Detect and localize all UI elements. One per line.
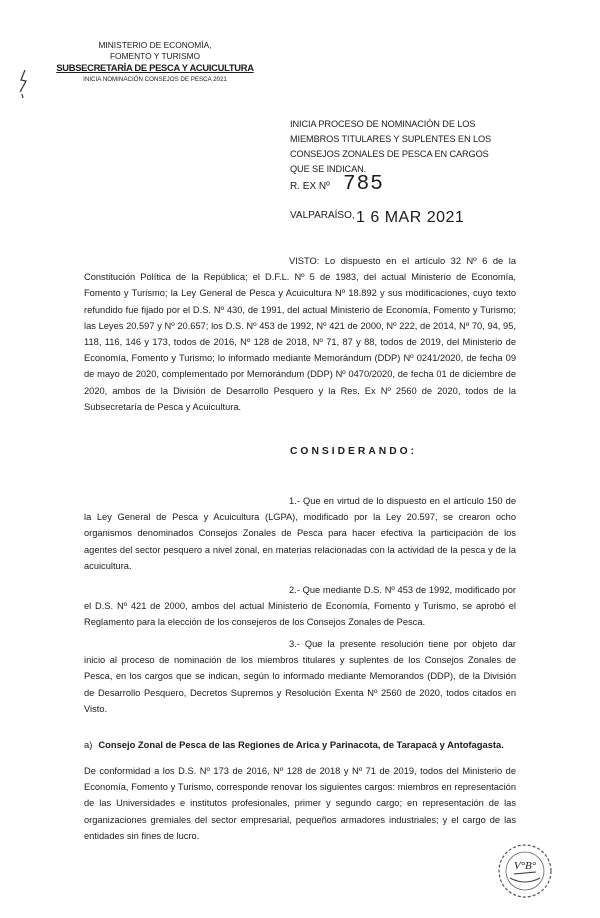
visto-text: VISTO: Lo dispuesto en el artículo 32 Nº 6 de la Constitución Política de la República; el D.F.L. Nº 5 de 1983, del actual Ministerio de Economía, Fomento y Turismo; la Ley General de Pesca y Acuicultura Nº 18.892 y sus modificaciones, cuyo texto refundido fue fijado por el D.S. Nº 430, de 1991, del actual Ministerio de Economía, Fomento y Turismo; las Leyes 20.597 y Nº 20.657; los D.S. Nº 453 de 1992, Nº 421 de 2000, Nº 222, de 2014, Nº 70, 94, 95, 118, 116, 146 y 173, todos de 2016, Nº 128 de 2018, Nº 71, 87 y 88, todos de 2019, del Ministerio de Economía, Fomento y Turismo; lo informado mediante Memorándum (DDP) Nº 0241/2020, de fecha 09 de mayo de 2020, complementado por Memorándum (DDP) Nº 0470/2020, de fecha 01 de diciembre de 2020, ambos de la División de Desarrollo Pesquero y la Res. Ex Nº 2560 de 2020, todos de la Subsecretaría de Pesca y Acuicultura. [84,256,516,412]
considerando-item-2 [84,582,516,631]
resolution-number: 785 [343,173,384,196]
visto-paragraph [84,253,516,415]
section-a-heading [84,739,504,750]
resolution-subject: INICIA PROCESO DE NOMINACIÓN DE LOS MIEMBROS TITULARES Y SUPLENTES EN LOS CONSEJOS ZONALES DE PESCA EN CARGOS QUE SE INDICAN. [290,119,492,174]
resolution-city: VALPARAÍSO, [290,210,355,221]
considerando-text-3: 3.- Que la presente resolución tiene por objeto dar inicio al proceso de nominación de los miembros titulares y suplentes de los Consejos Zonales de Pesca, en los cargos que se indican, según lo informado mediante Memorandos (DDP), de la División de Desarrollo Pesquero, Decretos Supremos y Resolución Exenta Nº 2560 de 2020, todos citados en Visto. [84,639,516,714]
resolution-label: R. EX Nº [290,181,330,192]
stamp-text: V°B° [513,860,537,872]
section-a-body: De conformidad a los D.S. Nº 173 de 2016, Nº 128 de 2018 y Nº 71 de 2019, todos del Ministerio de Economía, Fomento y Turismo, corresponde renovar los siguientes cargos: miembros en representación de las Universidades e institutos profesionales, primer y segundo cargo; en representación de las organizaciones gremiales del sector empresarial, pequeños armadores industriales; y el cargo de las entidades sin fines de lucro. [84,766,516,841]
ministry-line-1: MINISTERIO DE ECONOMÍA, [98,40,212,50]
resolution-date: 1 6 MAR 2021 [356,209,465,226]
letterhead [55,40,255,85]
considerando-heading: CONSIDERANDO: [290,446,418,457]
considerando-item-1 [84,493,516,574]
handwritten-mark-icon [16,68,30,100]
considerando-text-1: 1.- Que en virtud de lo dispuesto en el artículo 150 de la Ley General de Pesca y Acuicultura (LGPA), modificado por la Ley 20.597, se crearon ocho organismos denominados Consejos Zonales de Pesca para hacer efectiva la participación de los agentes del sector pesquero a nivel zonal, en materias relacionadas con la actividad de la pesca y de la acuicultura. [84,496,516,571]
approval-stamp-icon [496,842,554,900]
ministry-line-2: FOMENTO Y TURISMO [109,51,201,61]
section-a-label: a) [84,739,93,750]
letterhead-subtitle: INICIA NOMINACIÓN CONSEJOS DE PESCA 2021 [83,76,227,83]
section-a-title: Consejo Zonal de Pesca de las Regiones de Arica y Parinacota, de Tarapacá y Antofagasta. [98,739,504,750]
considerando-text-2: 2.- Que mediante D.S. Nº 453 de 1992, modificado por el D.S. Nº 421 de 2000, ambos del actual Ministerio de Economía, Fomento y Turismo, se aprobó el Reglamento para la elección de los consejeros de los Consejos Zonales de Pesca. [84,585,516,628]
subsecretaria-name: SUBSECRETARÍA DE PESCA Y ACUICULTURA [56,62,254,73]
considerando-item-3 [84,636,516,717]
